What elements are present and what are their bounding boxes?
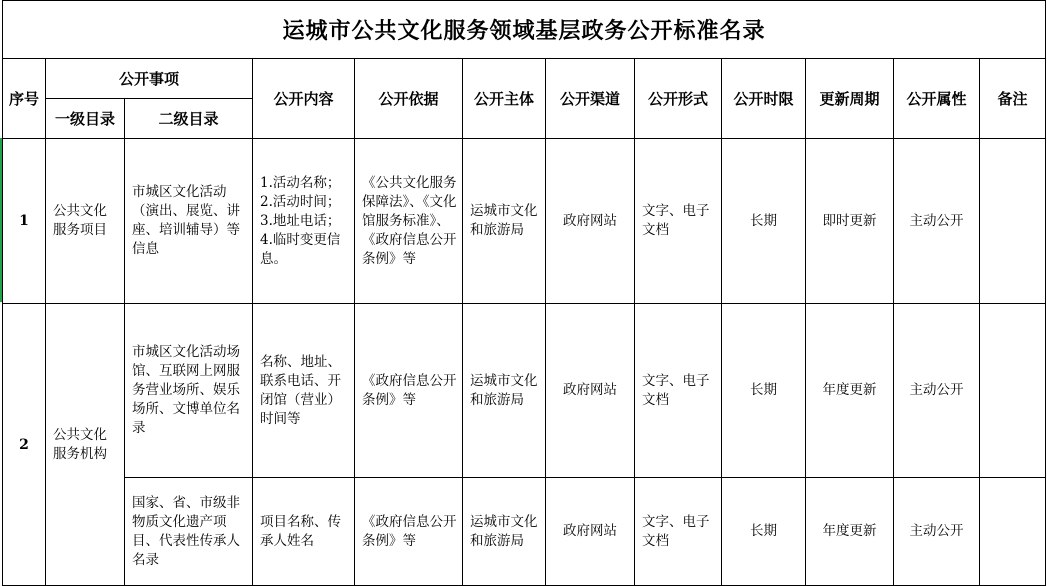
cell-basis[interactable]: 《政府信息公开条例》等 — [355, 478, 463, 586]
header-attribute[interactable]: 公开属性 — [894, 59, 980, 139]
cell-subject[interactable]: 运城市文化和旅游局 — [463, 478, 546, 586]
cell-seq[interactable]: 1 — [3, 139, 46, 304]
cell-content[interactable]: 项目名称、传承人姓名 — [253, 478, 355, 586]
cell-update-cycle[interactable]: 年度更新 — [806, 304, 894, 478]
cell-subject[interactable]: 运城市文化和旅游局 — [463, 139, 546, 304]
cell-attribute[interactable]: 主动公开 — [894, 139, 980, 304]
cell-form[interactable]: 文字、电子文档 — [635, 304, 722, 478]
header-basis[interactable]: 公开依据 — [355, 59, 463, 139]
header-remarks[interactable]: 备注 — [980, 59, 1046, 139]
header-item-group[interactable]: 公开事项 — [46, 59, 253, 99]
cell-level1[interactable]: 公共文化服务机构 — [46, 304, 125, 586]
header-time-limit[interactable]: 公开时限 — [722, 59, 806, 139]
cell-level2[interactable]: 市城区文化活动场馆、互联网上网服务营业场所、娱乐场所、文博单位名录 — [125, 304, 253, 478]
header-content[interactable]: 公开内容 — [253, 59, 355, 139]
cell-content[interactable]: 名称、地址、联系电话、开闭馆（营业）时间等 — [253, 304, 355, 478]
standard-directory-table — [2, 0, 1046, 586]
cell-level2[interactable]: 国家、省、市级非物质文化遗产项目、代表性传承人名录 — [125, 478, 253, 586]
cell-form[interactable]: 文字、电子文档 — [635, 139, 722, 304]
cell-remarks[interactable] — [980, 304, 1046, 478]
cell-time-limit[interactable]: 长期 — [722, 304, 806, 478]
header-subject[interactable]: 公开主体 — [463, 59, 546, 139]
cell-channel[interactable]: 政府网站 — [546, 139, 635, 304]
header-level2[interactable]: 二级目录 — [125, 99, 253, 139]
cell-update-cycle[interactable]: 年度更新 — [806, 478, 894, 586]
page-title: 运城市公共文化服务领域基层政务公开标准名录 — [3, 1, 1046, 59]
cell-content[interactable]: 1.活动名称；2.活动时间；3.地址电话；4.临时变更信息。 — [253, 139, 355, 304]
cell-level1[interactable]: 公共文化服务项目 — [46, 139, 125, 304]
cell-remarks[interactable] — [980, 478, 1046, 586]
table-row — [3, 304, 1046, 478]
cell-basis[interactable]: 《政府信息公开条例》等 — [355, 304, 463, 478]
header-form[interactable]: 公开形式 — [635, 59, 722, 139]
cell-subject[interactable]: 运城市文化和旅游局 — [463, 304, 546, 478]
cell-seq[interactable]: 2 — [3, 304, 46, 586]
cell-attribute[interactable]: 主动公开 — [894, 478, 980, 586]
cell-time-limit[interactable]: 长期 — [722, 478, 806, 586]
cell-form[interactable]: 文字、电子文档 — [635, 478, 722, 586]
header-seq[interactable]: 序号 — [3, 59, 46, 139]
cell-remarks[interactable] — [980, 139, 1046, 304]
header-channel[interactable]: 公开渠道 — [546, 59, 635, 139]
cell-time-limit[interactable]: 长期 — [722, 139, 806, 304]
cell-channel[interactable]: 政府网站 — [546, 478, 635, 586]
header-update-cycle[interactable]: 更新周期 — [806, 59, 894, 139]
cell-basis[interactable]: 《公共文化服务保障法》、《文化馆服务标准》、《政府信息公开条例》等 — [355, 139, 463, 304]
header-level1[interactable]: 一级目录 — [46, 99, 125, 139]
cell-level2[interactable]: 市城区文化活动（演出、展览、讲座、培训辅导）等信息 — [125, 139, 253, 304]
cell-channel[interactable]: 政府网站 — [546, 304, 635, 478]
table-row — [3, 139, 1046, 304]
cell-attribute[interactable]: 主动公开 — [894, 304, 980, 478]
table-row — [3, 478, 1046, 586]
cell-update-cycle[interactable]: 即时更新 — [806, 139, 894, 304]
